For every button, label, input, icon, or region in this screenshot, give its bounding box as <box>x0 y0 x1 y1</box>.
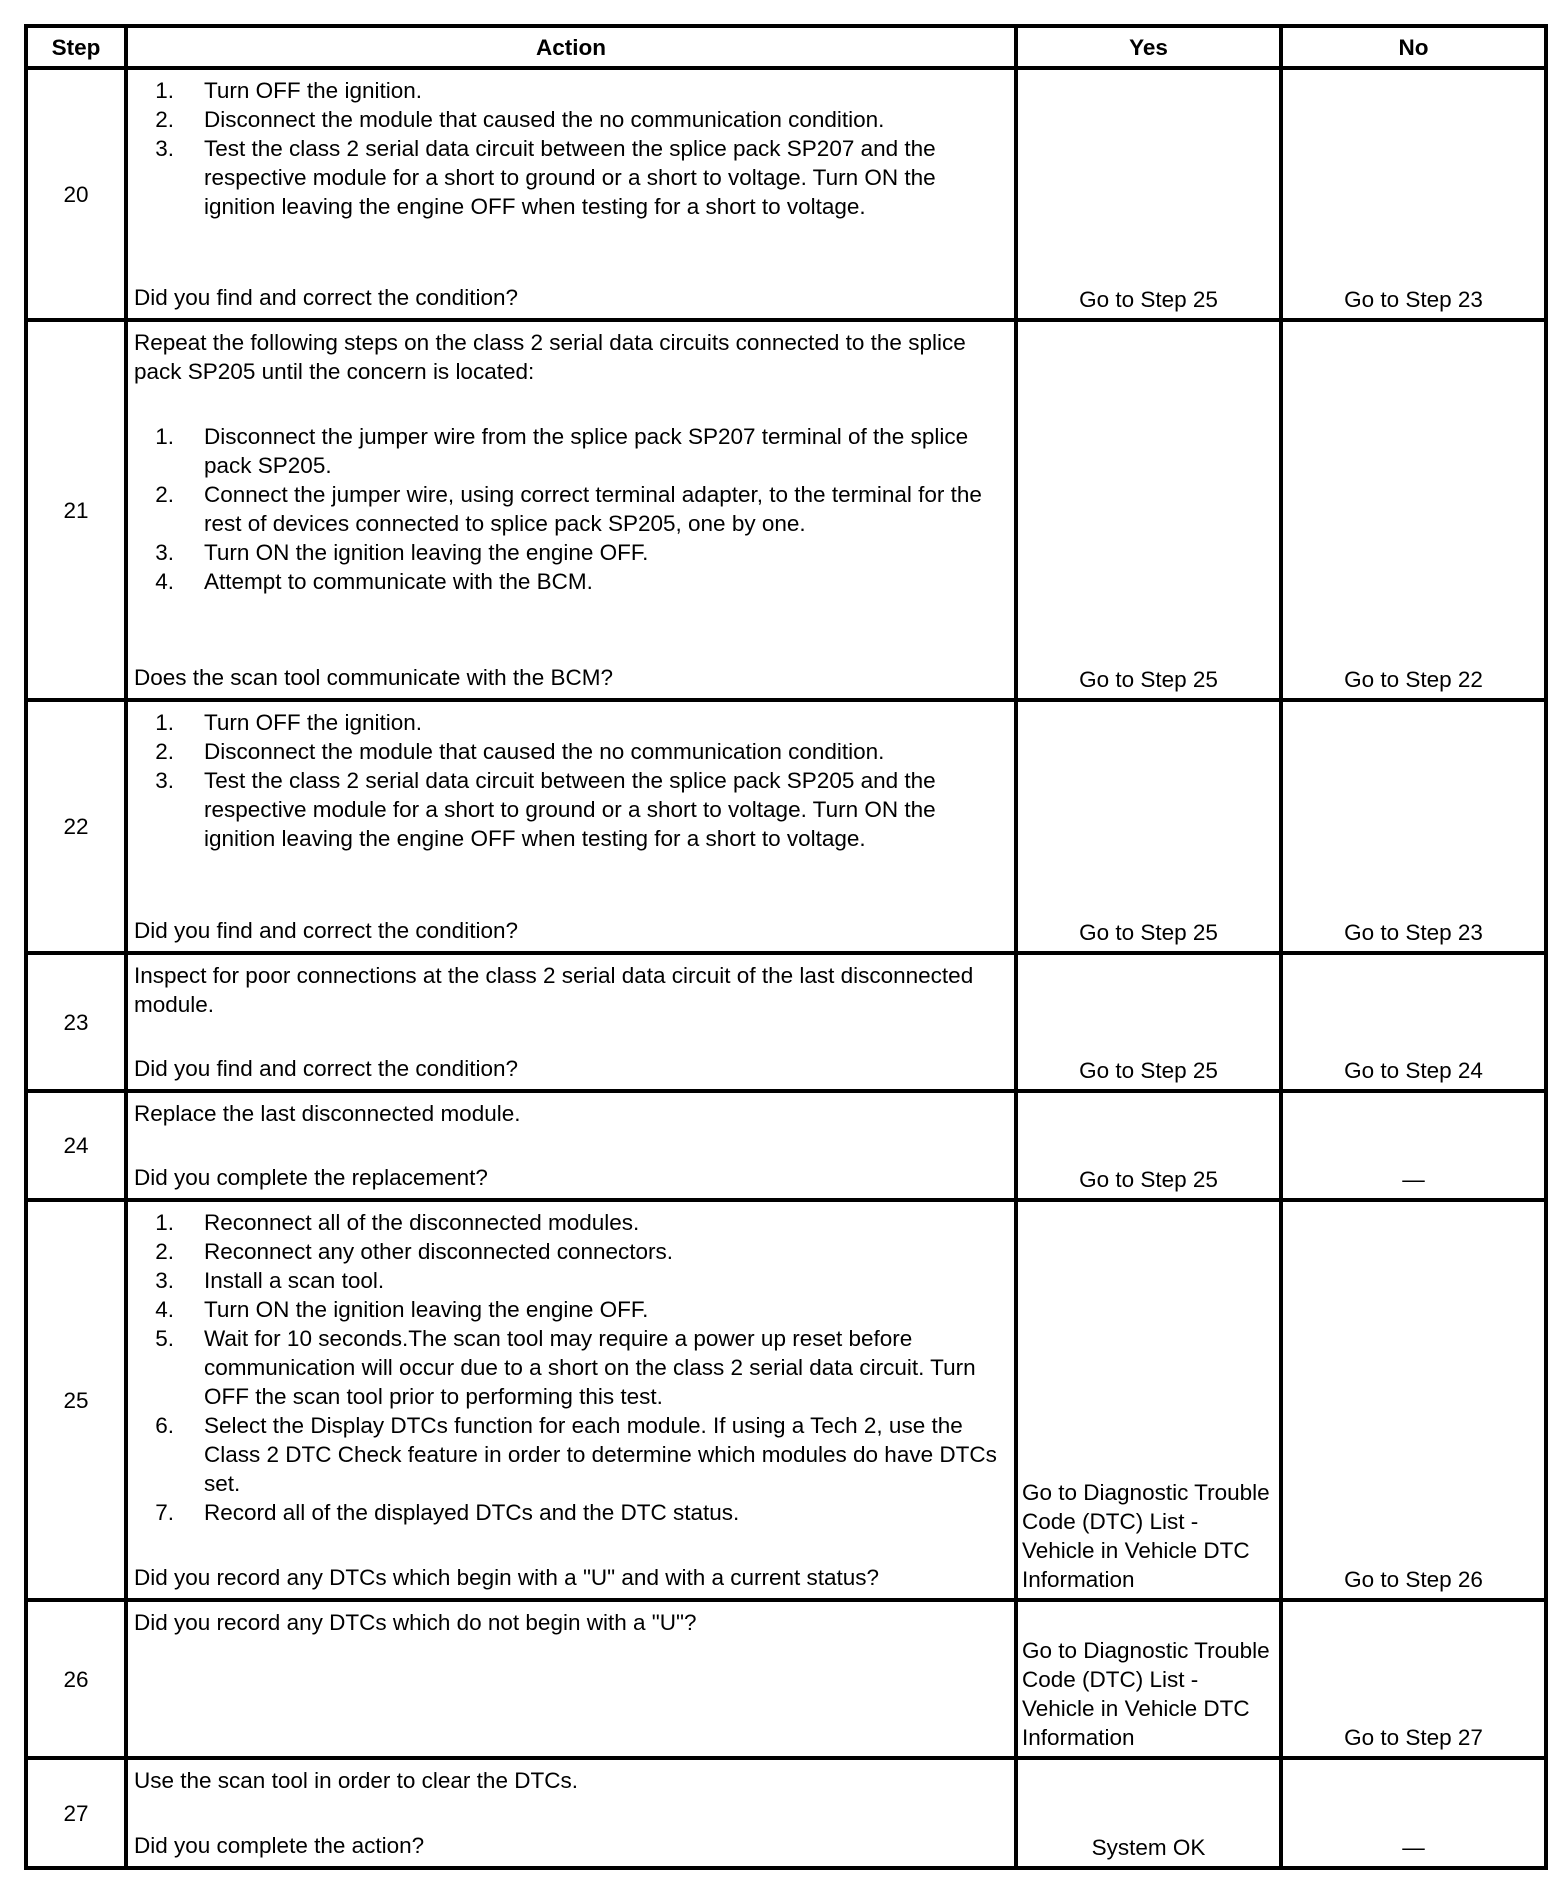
yes-result: System OK <box>1016 1758 1281 1868</box>
table-row <box>26 1200 1546 1600</box>
intro-text: Use the scan tool in order to clear the DTCs. <box>134 1768 578 1793</box>
table-row <box>26 68 1546 320</box>
yes-result: Go to Step 25 <box>1016 68 1281 320</box>
header-yes: Yes <box>1016 26 1281 68</box>
step-number: 27 <box>26 1758 126 1868</box>
list-item: 7. Record all of the displayed DTCs and the DTC status. <box>155 1500 740 1525</box>
no-result: — <box>1281 1091 1546 1200</box>
step-number: 23 <box>26 953 126 1091</box>
table-row <box>26 1758 1546 1868</box>
table-row <box>26 1600 1546 1758</box>
yes-result: Go to Step 25 <box>1016 700 1281 953</box>
action-cell <box>126 1600 1016 1758</box>
list-item: 3. Turn ON the ignition leaving the engine OFF. <box>155 540 649 565</box>
yes-result: Go to Diagnostic Trouble Code (DTC) List - Vehicle in Vehicle DTC Information <box>1016 1600 1281 1758</box>
intro-text: Inspect for poor connections at the class 2 serial data circuit of the last disconnected module. <box>134 963 974 1017</box>
yes-result: Go to Diagnostic Trouble Code (DTC) List - Vehicle in Vehicle DTC Information <box>1016 1200 1281 1600</box>
question-text: Did you complete the action? <box>134 1833 425 1858</box>
no-result: Go to Step 26 <box>1281 1200 1546 1600</box>
step-list <box>134 708 1008 853</box>
no-result: Go to Step 22 <box>1281 320 1546 700</box>
no-result: Go to Step 23 <box>1281 700 1546 953</box>
no-result: Go to Step 23 <box>1281 68 1546 320</box>
list-item: 5. Wait for 10 seconds.The scan tool may require a power up reset before communication will occur due to a short on the class 2 serial data circuit. Turn OFF the scan tool prior to performing this test. <box>155 1326 976 1409</box>
intro-text: Repeat the following steps on the class 2 serial data circuits connected to the splice pack SP205 until the concern is located: <box>134 330 966 384</box>
table-row <box>26 953 1546 1091</box>
list-item: 3. Test the class 2 serial data circuit between the splice pack SP207 and the respective module for a short to ground or a short to voltage. Turn ON the ignition leaving the engine OFF when testing for a short to voltage. <box>155 136 936 219</box>
yes-result: Go to Step 25 <box>1016 1091 1281 1200</box>
no-result: — <box>1281 1758 1546 1868</box>
intro-text: Replace the last disconnected module. <box>134 1101 521 1126</box>
action-cell <box>126 68 1016 320</box>
header-step: Step <box>26 26 126 68</box>
step-number: 21 <box>26 320 126 700</box>
step-list <box>134 1208 1008 1527</box>
list-item: 6. Select the Display DTCs function for each module. If using a Tech 2, use the Class 2 DTC Check feature in order to determine which modules do have DTCs set. <box>155 1413 997 1496</box>
no-result: Go to Step 24 <box>1281 953 1546 1091</box>
question-text: Did you find and correct the condition? <box>134 918 518 943</box>
step-number: 26 <box>26 1600 126 1758</box>
action-cell <box>126 1758 1016 1868</box>
step-list <box>134 76 1008 221</box>
step-number: 24 <box>26 1091 126 1200</box>
list-item: 4. Turn ON the ignition leaving the engine OFF. <box>155 1297 649 1322</box>
header-action: Action <box>126 26 1016 68</box>
action-cell <box>126 953 1016 1091</box>
yes-result: Go to Step 25 <box>1016 320 1281 700</box>
list-item: 2. Connect the jumper wire, using correct terminal adapter, to the terminal for the rest of devices connected to splice pack SP205, one by one. <box>155 482 982 536</box>
no-result: Go to Step 27 <box>1281 1600 1546 1758</box>
list-item: 4. Attempt to communicate with the BCM. <box>155 569 593 594</box>
list-item: 2. Reconnect any other disconnected connectors. <box>155 1239 674 1264</box>
list-item: 3. Install a scan tool. <box>155 1268 385 1293</box>
table-row <box>26 1091 1546 1200</box>
action-cell <box>126 320 1016 700</box>
list-item: 2. Disconnect the module that caused the no communication condition. <box>155 739 885 764</box>
step-number: 25 <box>26 1200 126 1600</box>
header-no: No <box>1281 26 1546 68</box>
list-item: 1. Turn OFF the ignition. <box>155 710 423 735</box>
action-cell <box>126 700 1016 953</box>
table-row <box>26 320 1546 700</box>
diagnostic-table <box>24 24 1548 1870</box>
list-item: 1. Disconnect the jumper wire from the splice pack SP207 terminal of the splice pack SP205. <box>155 424 969 478</box>
list-item: 1. Turn OFF the ignition. <box>155 78 423 103</box>
yes-result: Go to Step 25 <box>1016 953 1281 1091</box>
question-text: Does the scan tool communicate with the BCM? <box>134 665 613 690</box>
step-list <box>134 422 1008 596</box>
header-row <box>26 26 1546 68</box>
step-number: 22 <box>26 700 126 953</box>
list-item: 3. Test the class 2 serial data circuit between the splice pack SP205 and the respective module for a short to ground or a short to voltage. Turn ON the ignition leaving the engine OFF when testing for a short to voltage. <box>155 768 936 851</box>
question-text: Did you complete the replacement? <box>134 1165 488 1190</box>
table-row <box>26 700 1546 953</box>
list-item: 2. Disconnect the module that caused the no communication condition. <box>155 107 885 132</box>
question-text: Did you find and correct the condition? <box>134 1056 518 1081</box>
action-cell <box>126 1200 1016 1600</box>
step-number: 20 <box>26 68 126 320</box>
action-cell <box>126 1091 1016 1200</box>
question-text: Did you record any DTCs which begin with a "U" and with a current status? <box>134 1565 880 1590</box>
intro-text: Did you record any DTCs which do not begin with a "U"? <box>134 1610 697 1635</box>
list-item: 1. Reconnect all of the disconnected modules. <box>155 1210 640 1235</box>
question-text: Did you find and correct the condition? <box>134 285 518 310</box>
